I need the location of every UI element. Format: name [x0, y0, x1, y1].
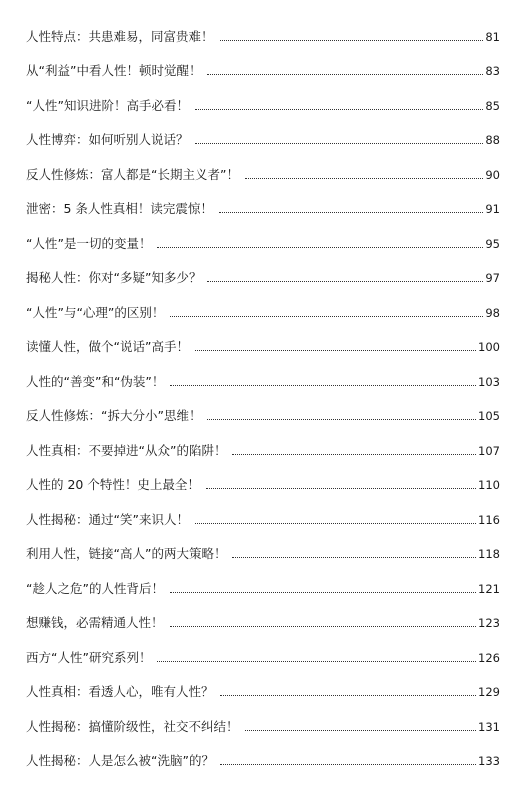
toc-entry[interactable]	[26, 217, 500, 252]
toc-entry-title: 人性真相：不要掉进“从众”的陷阱！	[26, 442, 227, 458]
toc-entry-page: 105	[478, 409, 500, 423]
dot-leader	[195, 350, 476, 351]
toc-entry[interactable]	[26, 493, 500, 528]
toc-entry-title: 人性揭秘：通过“笑”来识人！	[26, 511, 189, 527]
toc-entry-title: 揭秘人性：你对“多疑”知多少？	[26, 270, 202, 285]
toc-entry[interactable]	[26, 631, 500, 666]
toc-entry-page: 129	[478, 685, 500, 699]
toc-entry[interactable]	[26, 390, 500, 425]
toc-entry-page: 110	[478, 478, 500, 492]
toc-entry[interactable]	[26, 321, 500, 356]
toc-entry-page: 118	[478, 547, 500, 561]
dot-leader	[220, 764, 476, 765]
toc-entry-page: 81	[485, 29, 500, 44]
toc-entry-title: 人性博弈：如何听别人说话？	[26, 132, 189, 147]
dot-leader	[219, 212, 483, 213]
toc-entry-page: 121	[478, 581, 500, 596]
toc-entry-title: “人性”与“心理”的区别！	[26, 304, 165, 320]
toc-entry-title: 利用人性，链接“高人”的两大策略！	[26, 546, 227, 561]
toc-entry-title: 反人性修炼：富人都是“长期主义者”！	[26, 166, 239, 182]
toc-entry[interactable]	[26, 562, 500, 597]
toc-entry[interactable]	[26, 700, 500, 735]
toc-entry-page: 85	[485, 98, 500, 113]
table-of-contents	[26, 10, 500, 769]
toc-entry-page: 126	[478, 650, 500, 665]
dot-leader	[157, 661, 476, 662]
dot-leader	[195, 143, 484, 144]
toc-entry[interactable]	[26, 252, 500, 287]
toc-entry[interactable]	[26, 79, 500, 114]
dot-leader	[206, 488, 476, 489]
toc-entry[interactable]	[26, 424, 500, 459]
dot-leader	[170, 316, 483, 317]
dot-leader	[170, 626, 477, 627]
toc-entry[interactable]	[26, 597, 500, 632]
toc-entry[interactable]	[26, 10, 500, 45]
toc-entry-title: 人性的 20 个特性！史上最全！	[26, 477, 200, 492]
toc-entry-title: 反人性修炼：“拆大分小”思维！	[26, 408, 202, 423]
toc-entry-page: 116	[478, 512, 500, 527]
toc-entry-page: 90	[485, 167, 500, 182]
toc-entry-title: 想赚钱，必需精通人性！	[26, 615, 164, 630]
dot-leader	[232, 454, 476, 455]
dot-leader	[170, 592, 476, 593]
dot-leader	[207, 281, 483, 282]
toc-entry-page: 131	[478, 719, 500, 734]
dot-leader	[220, 40, 484, 41]
dot-leader	[157, 247, 483, 248]
toc-entry-page: 83	[485, 64, 500, 78]
toc-entry-page: 103	[478, 374, 500, 389]
toc-entry-title: 人性揭秘：人是怎么被“洗脑”的？	[26, 753, 214, 768]
toc-entry-page: 97	[485, 271, 500, 285]
toc-entry-title: 人性的“善变”和“伪装”！	[26, 373, 165, 389]
toc-entry[interactable]	[26, 355, 500, 390]
dot-leader	[245, 178, 483, 179]
toc-entry-title: 读懂人性，做个“说话”高手！	[26, 339, 189, 354]
dot-leader	[245, 730, 477, 731]
toc-entry[interactable]	[26, 286, 500, 321]
toc-entry-page: 107	[478, 443, 500, 458]
dot-leader	[207, 74, 483, 75]
toc-entry-title: “人性”知识进阶！高手必看！	[26, 97, 189, 113]
toc-entry[interactable]	[26, 148, 500, 183]
toc-entry[interactable]	[26, 45, 500, 80]
toc-entry-title: 人性特点：共患难易，同富贵难！	[26, 28, 214, 44]
toc-entry-page: 100	[478, 340, 500, 354]
toc-entry-title: 人性揭秘：搞懂阶级性，社交不纠结！	[26, 718, 239, 734]
toc-entry[interactable]	[26, 528, 500, 563]
dot-leader	[232, 557, 476, 558]
toc-entry-page: 133	[478, 754, 500, 768]
dot-leader	[207, 419, 476, 420]
toc-entry-title: 西方“人性”研究系列！	[26, 649, 152, 665]
toc-entry-title: “人性”是一切的变量！	[26, 235, 152, 251]
toc-entry-title: 人性真相：看透人心，唯有人性？	[26, 684, 214, 699]
toc-entry-page: 98	[485, 305, 500, 320]
toc-entry-title: 从“利益”中看人性！顿时觉醒！	[26, 63, 202, 78]
toc-entry-page: 88	[485, 133, 500, 147]
dot-leader	[220, 695, 477, 696]
toc-entry-title: “趁人之危”的人性背后！	[26, 580, 164, 596]
toc-entry[interactable]	[26, 114, 500, 149]
toc-entry-page: 123	[478, 616, 500, 630]
toc-entry-page: 91	[485, 202, 500, 216]
toc-entry-page: 95	[485, 236, 500, 251]
toc-entry[interactable]	[26, 735, 500, 770]
dot-leader	[195, 109, 483, 110]
toc-entry-title: 泄密：5 条人性真相！读完震惊！	[26, 201, 213, 216]
dot-leader	[195, 523, 476, 524]
toc-entry[interactable]	[26, 459, 500, 494]
toc-entry[interactable]	[26, 666, 500, 701]
dot-leader	[170, 385, 476, 386]
toc-entry[interactable]	[26, 183, 500, 218]
